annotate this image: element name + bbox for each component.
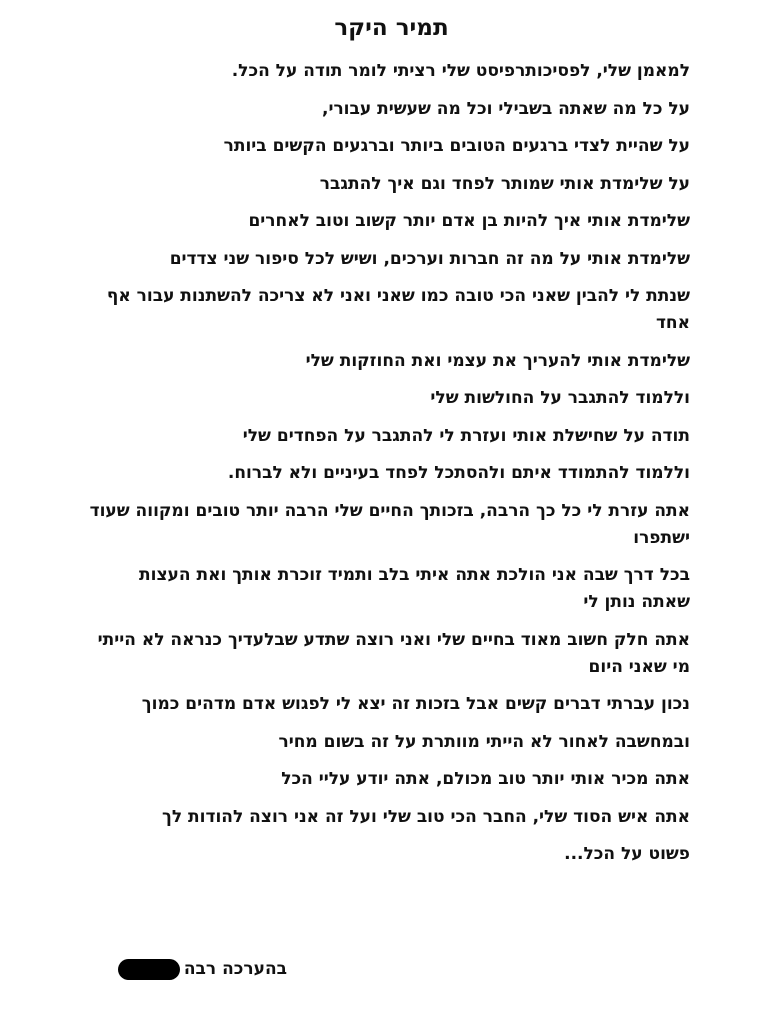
letter-line: ובמחשבה לאחור לא הייתי מוותרת על זה בשום מחיר — [278, 731, 690, 752]
letter-body — [88, 58, 690, 879]
letter-line: על כל מה שאתה בשבילי וכל מה שעשית עבורי, — [321, 98, 690, 119]
letter-line: אתה עזרת לי כל כך הרבה, בזכותך החיים שלי הרבה יותר טובים ומקווה שעוד ישתפרו — [89, 500, 690, 548]
letter-line: על שלימדת אותי שמותר לפחד וגם איך להתגבר — [319, 173, 690, 194]
letter-line: למאמן שלי, לפסיכותרפיסט שלי רציתי לומר תודה על הכל. — [231, 61, 690, 81]
letter-line: אתה מכיר אותי יותר טוב מכולם, אתה יודע עליי הכל — [281, 769, 690, 789]
redacted-name-mark — [118, 959, 180, 980]
letter-line: וללמוד להתמודד איתם ולהסתכל לפחד בעיניים ולא לברוח. — [227, 463, 690, 483]
letter-line: בכל דרך שבה אני הולכת אתה איתי בלב ותמיד זוכרת אותך ואת העצות שאתה נותן לי — [139, 565, 690, 612]
letter-line: אתה איש הסוד שלי, החבר הכי טוב שלי ועל זה אני רוצה להודות לך — [162, 806, 690, 827]
letter-line: נכון עברתי דברים קשים אבל בזכות זה יצא לי לפגוש אדם מדהים כמוך — [141, 694, 690, 714]
letter-line: תודה על שחישלת אותי ועזרת לי להתגבר על הפחדים שלי — [242, 425, 690, 446]
letter-line: שלימדת אותי איך להיות בן אדם יותר קשוב וטוב לאחרים — [248, 211, 690, 231]
letter-line: אתה חלק חשוב מאוד בחיים שלי ואני רוצה שתדע שבלעדיך כנראה לא הייתי מי שאני היום — [97, 629, 690, 677]
letter-line: שלימדת אותי על מה זה חברות וערכים, ושיש לכל סיפור שני צדדים — [169, 248, 690, 269]
letter-line: על שהיית לצדי ברגעים הטובים ביותר וברגעים הקשים ביותר — [223, 136, 690, 156]
letter-line: פשוט על הכל... — [564, 844, 690, 864]
letter-line: שלימדת אותי להעריך את עצמי ואת החוזקות שלי — [305, 350, 690, 371]
closing-text: בהערכה רבה — [183, 959, 287, 979]
signature-block — [118, 956, 287, 983]
letter-line: שנתת לי להבין שאני הכי טובה כמו שאני ואני לא צריכה להשתנות עבור אף אחד — [106, 286, 690, 333]
letter-title: תמיר היקר — [334, 15, 449, 41]
letter-line: וללמוד להתגבר על החולשות שלי — [430, 388, 690, 408]
